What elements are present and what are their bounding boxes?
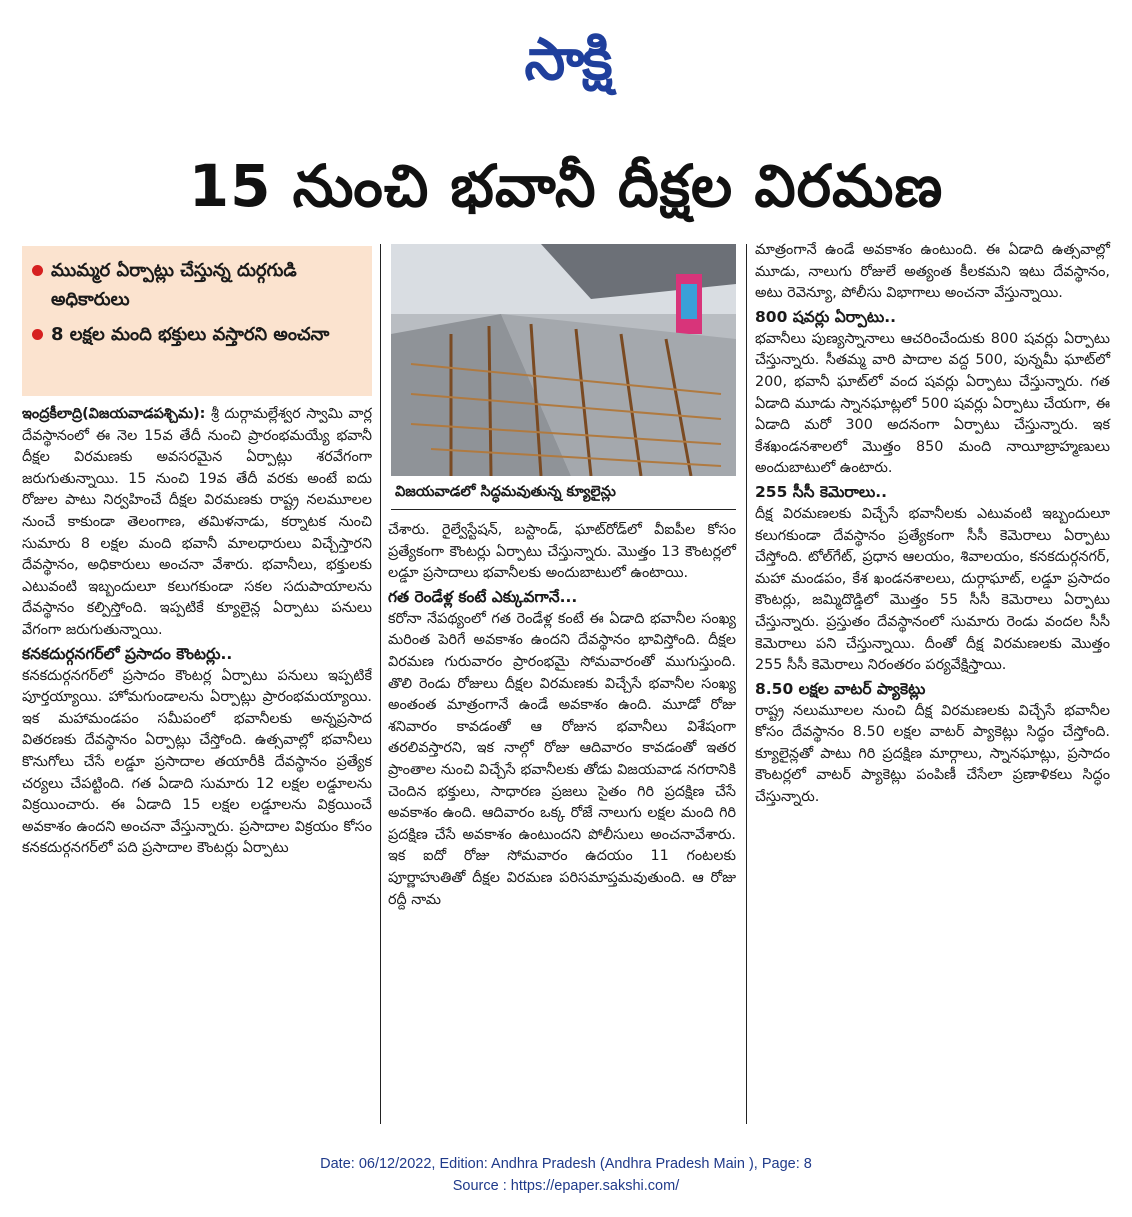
bullet-icon [32,265,43,276]
subheading: 800 షవర్లు ఏర్పాటు.. [755,307,897,326]
intro-text: శ్రీ దుర్గామల్లేశ్వర స్వామి వార్ల దేవస్థానంలో ఈ నెల 15వ తేదీ నుంచి ప్రారంభమయ్యే భవానీ దీక్షల విరమణకు అవసరమైన ఏర్పాట్లు శరవేగంగా జరుగుతున్నాయి. 15 నుంచి 19వ తేదీ వరకు అంటే ఐదు రోజుల పాటు నిర్వహించే దీక్షల విరమణకు రాష్ట్ర నలమూలల నుంచే కాకుండా తెలంగాణ, తమిళనాడు, కర్నాటక నుంచి సుమారు 8 లక్షల మంది భవానీ మాలధారులు విచ్చేస్తారని దేవస్థానం, అధికారులు అంచనా వేశారు. భవానీలు, భక్తులకు ఎటువంటి ఇబ్బందులూ కలుగకుండా సకల సదుపాయాలను దేవస్థానం కల్పిస్తోంది. ఇప్పటికే క్యూలైన్ల ఏర్పాటు పనులు వేగంగా జరుగుతున్నాయి. [22,406,372,638]
article-paragraph: భవానీలు పుణ్యస్నానాలు ఆచరించేందుకు 800 షవర్లు ఏర్పాటు చేస్తున్నారు. సీతమ్మ వారి పాదాల వద్ద 500, పున్నమీ ఘాట్‌లో 200, భవానీ ఘాట్‌లో వంద షవర్లు ఏర్పాటు చేస్తున్నారు. గత ఏడాది మూడు స్నానఘాట్లలో 500 షవర్లు ఏర్పాటు చేయగా, ఈ ఏడాది మరో 300 అదనంగా ఏర్పాటు చేస్తున్నారు. ఇక కేశఖండనశాలలో మొత్తం 850 మంది నాయీబ్రాహ్మణులు అందుబాటులో ఉంటారు. [755,330,1110,477]
bullet-icon [32,329,43,340]
sakshi-logo: సాక్షి [524,25,611,93]
highlight-text: ముమ్మర ఏర్పాట్లు చేస్తున్న దుర్గగుడి అధికారులు [51,260,297,310]
article-paragraph: కనకదుర్గనగర్‌లో ప్రసాదం కౌంటర్ల ఏర్పాటు పనులు ఇప్పటికే పూర్తయ్యాయి. హోమగుండాలను ఏర్పాట్లు ప్రారంభమయ్యాయి. ఇక మహామండపం సమీపంలో భవానీలకు అన్నప్రసాద వితరణకు దేవస్థానం ఏర్పాట్లు చేస్తోంది. ఉత్సవాల్లో భవానీలు కొనుగోలు చేసే లడ్డూ ప్రసాదాల తయారీకి దేవస్థానం ప్రత్యేక చర్యలు చేపట్టింది. గత ఏడాది సుమారు 12 లక్షల లడ్డూలను విక్రయించారు. ఈ ఏడాది 15 లక్షల లడ్డూలను విక్రయించే అవకాశం ఉందని అంచనా వేస్తున్నారు. ప్రసాదాల విక్రయం కోసం కనకదుర్గనగర్‌లో పది ప్రసాదాల కౌంటర్లు ఏర్పాటు [22,667,372,857]
highlights-box [22,246,372,396]
footer-source: Source : https://epaper.sakshi.com/ [452,1178,680,1194]
article-column-2 [388,520,736,911]
article-paragraph: మాత్రంగానే ఉండే అవకాశం ఉంటుంది. ఈ ఏడాది ఉత్సవాల్లో మూడు, నాలుగు రోజులే అత్యంత కీలకమని ఇటు దేవస్థానం, అటు రెవెన్యూ, పోలీసు విభాగాలు అంచనా వేస్తున్నాయి. [755,242,1110,302]
subheading: గత రెండేళ్ల కంటే ఎక్కువగానే... [388,587,578,606]
subheading: 255 సీసీ కెమెరాలు.. [755,482,888,501]
photo-icon [391,244,736,476]
article-column-3 [755,240,1110,809]
column-divider [746,244,747,1124]
article-paragraph: చేశారు. రైల్వేస్టేషన్, బస్టాండ్, ఘాట్‌రోడ్‌లో వీఐపీల కోసం ప్రత్యేకంగా కౌంటర్లు ఏర్పాటు చేస్తున్నారు. మొత్తం 13 కౌంటర్లలో లడ్డూ ప్రసాదాలు భవానీలకు అందుబాటులో ఉంటాయి. [388,522,736,582]
dateline: ఇంద్రకీలాద్రి(విజయవాడపశ్చిమ): [22,406,206,422]
photo-caption: విజయవాడలో సిద్ధమవుతున్న క్యూలైన్లు [391,478,736,510]
article-paragraph [22,404,372,642]
headline: 15 నుంచి భవానీ దీక్షల విరమణ [188,152,944,220]
highlight-text: 8 లక్షల మంది భక్తులు వస్తారని అంచనా [51,324,330,345]
article-paragraph: రాష్ట్ర నలుమూలల నుంచి దీక్ష విరమణలకు విచ్చేసే భవానీల కోసం దేవస్థానం 8.50 లక్షల వాటర్ ప్యాకెట్లు సిద్ధం చేస్తోంది. క్యూలైన్లతో పాటు గిరి ప్రదక్షిణ మార్గాలు, స్నానఘాట్లు, ప్రసాదం కౌంటర్లలో వాటర్ ప్యాకెట్లు పంపిణీ చేసేలా ప్రణాళికలు సిద్ధం చేస్తున్నారు. [755,702,1110,806]
footer-date-edition: Date: 06/12/2022, Edition: Andhra Pradesh (Andhra Pradesh Main ), Page: 8 [320,1156,812,1172]
highlight-item [32,320,362,349]
highlight-item [32,256,362,314]
subheading: కనకదుర్గనగర్‌లో ప్రసాదం కౌంటర్లు.. [22,644,233,663]
article-paragraph: కరోనా నేపథ్యంలో గత రెండేళ్ల కంటే ఈ ఏడాది భవానీల సంఖ్య మరింత పెరిగే అవకాశం ఉందని దేవస్థానం భావిస్తోంది. దీక్షల విరమణ గురువారం ప్రారంభమై సోమవారంతో ముగుస్తుంది. తొలి రెండు రోజులు దీక్షల విరమణకు విచ్చేసే భవానీల సంఖ్య అంతంత మాత్రంగానే ఉండే అవకాశం ఉంది. మూడో రోజు శనివారం కావడంతో ఆ రోజున భవానీలు విశేషంగా తరలివస్తారని, ఇక నాల్గో రోజు ఆదివారం కావడంతో ఇతర ప్రాంతాల నుంచి విచ్చేసే భవానీలకు తోడు విజయవాడ నగరానికి చెందిన భక్తులు, సాధారణ ప్రజలు సైతం గిరి ప్రదక్షిణ చేసే అవకాశం ఉంది. ఆదివారం ఒక్క రోజే నాలుగు లక్షల మంది గిరి ప్రదక్షిణ చేసే అవకాశం ఉంటుందని పోలీసులు అంచనావేశారు. ఇక ఐదో రోజు సోమవారం ఉదయం 11 గంటలకు పూర్ణాహుతితో దీక్షల విరమణ పరిసమాప్తమవుతుంది. ఆ రోజు రద్దీ నామ [388,610,736,908]
article-paragraph: దీక్ష విరమణలకు విచ్చేసే భవానీలకు ఎటువంటి ఇబ్బందులూ కలుగకుండా దేవస్థానం ప్రత్యేకంగా సీసీ కెమెరాలు ఏర్పాటు చేస్తోంది. టోల్‌గేట్, ప్రధాన ఆలయం, శివాలయం, కనకదుర్గనగర్, మహా మండపం, కేశ ఖండనశాలలు, దుర్గాఘాట్, లడ్డూ ప్రసాదం కౌంటర్లు, జమ్మిదొడ్డిలో మొత్తం 55 సీసీ కెమెరాలు ఏర్పాటు చేస్తున్నారు. ప్రస్తుతం దేవస్థానంలో సుమారు రెండు వందల సీసీ కెమెరాలు పని చేస్తున్నాయి. దీంతో దీక్ష విరమణలకు మొత్తం 255 సీసీ కెమెరాలు నిరంతరం పర్యవేక్షిస్తాయి. [755,505,1110,674]
subheading: 8.50 లక్షల వాటర్ ప్యాకెట్లు [755,679,926,698]
queue-lines-photo [391,244,736,476]
article-column-1 [22,404,372,860]
column-divider [380,244,381,1124]
